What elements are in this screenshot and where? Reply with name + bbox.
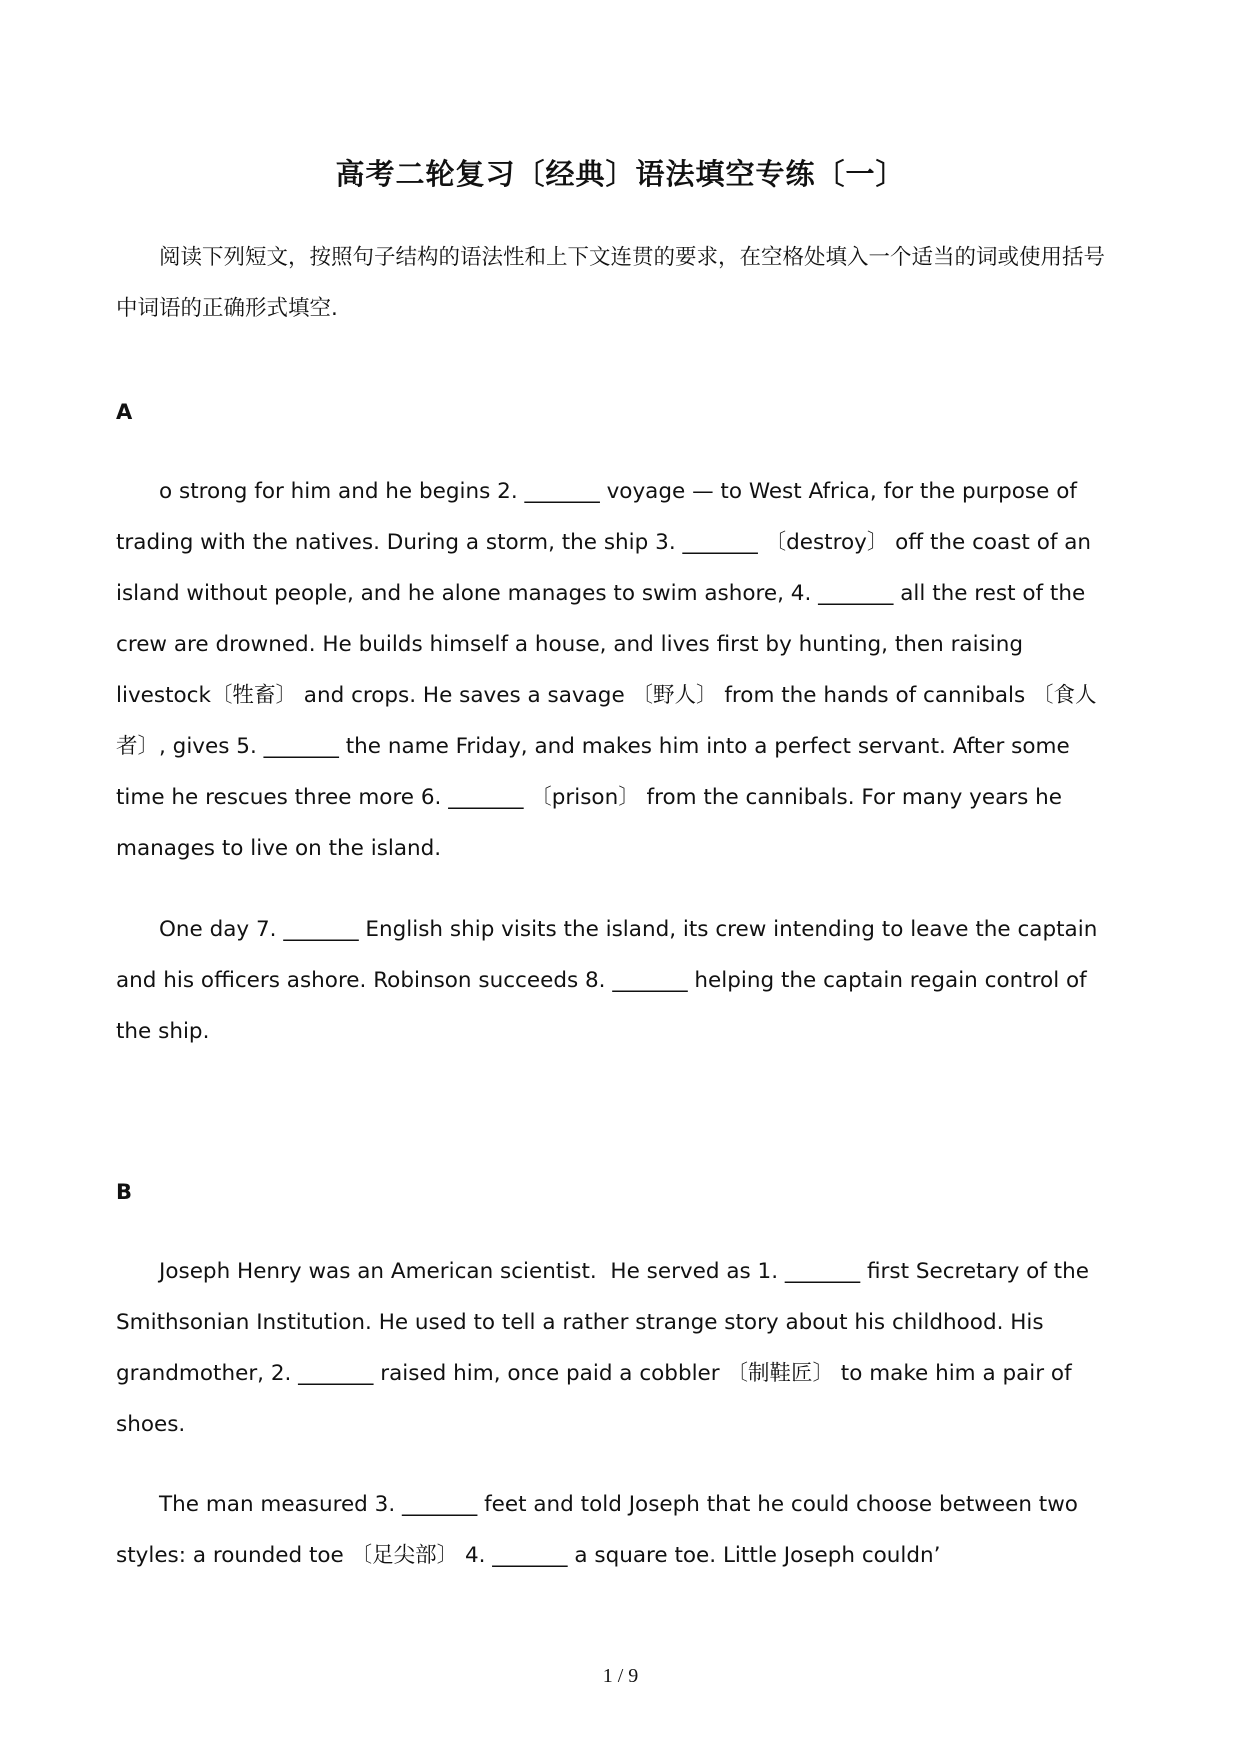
section-b-paragraph-1: Joseph Henry was an American scientist. He served as 1. _______ first Secretary of the Smithsonian Institution. He used to tell a rather strange story about his childhood. His grandmother, 2. _______ raised him, once paid a cobbler 〔制鞋匠〕 to make him a pair of shoes.	[116, 1259, 1096, 1437]
section-b-label: B	[116, 1180, 133, 1204]
section-a-paragraph-2: One day 7. _______ English ship visits the island, its crew intending to leave the captain and his officers ashore. Robinson succeeds 8. _______ helping the captain regain control of the ship.	[116, 917, 1105, 1044]
section-a-label: A	[116, 400, 133, 424]
section-b-paragraph-2: The man measured 3. _______ feet and told Joseph that he could choose between two styles: a rounded toe 〔足尖部〕 4. _______ a square toe. Little Joseph couldn’	[116, 1492, 1085, 1568]
instructions-paragraph: 阅读下列短文，按照句子结构的语法性和上下文连贯的要求，在空格处填入一个适当的词或使用括号中词语的正确形式填空.	[116, 245, 1106, 321]
page-title: 高考二轮复习〔经典〕语法填空专练〔一〕	[335, 157, 906, 191]
page-number: 1 / 9	[602, 1665, 639, 1687]
section-a-paragraph-1: o strong for him and he begins 2. _______ voyage — to West Africa, for the purpose of trading with the natives. During a storm, the ship 3. _______ 〔destroy〕 off the coast of an island without people, and he alone manages to swim ashore, 4. _______ all the rest of the crew are drowned. He builds himself a house, and lives first by hunting, then raising livestock〔牲畜〕 and crops. He saves a savage 〔野人〕 from the hands of cannibals 〔食人者〕, gives 5. _______ the name Friday, and makes him into a perfect servant. After some time he rescues three more 6. _______ 〔prison〕 from the cannibals. For many years he manages to live on the island.	[116, 479, 1098, 861]
